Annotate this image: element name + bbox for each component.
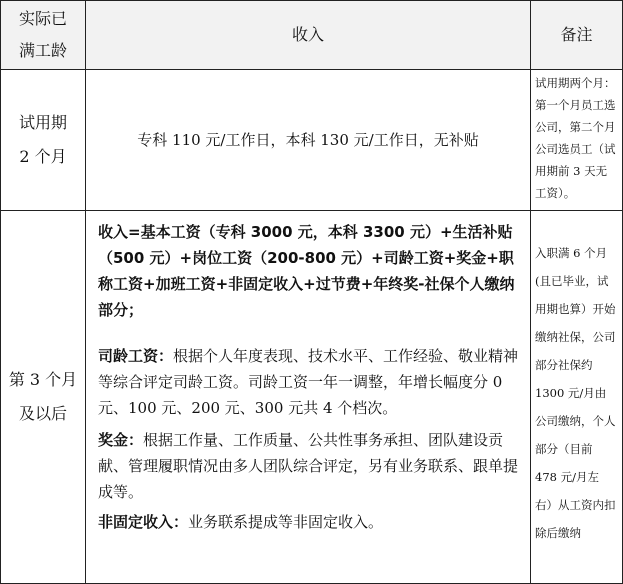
nonfixed-label: 非固定收入： xyxy=(98,513,189,531)
probation-note: 试用期两个月：第一个月员工选公司，第二个月公司选员工（试用期前 3 天无工资）。 xyxy=(535,76,616,200)
header-note-cell xyxy=(530,0,623,70)
nonfixed-paragraph xyxy=(98,509,522,535)
probation-period-cell xyxy=(0,69,86,211)
header-tenure-line2: 满工龄 xyxy=(18,41,67,60)
probation-note-cell xyxy=(530,69,623,211)
header-tenure-line1: 实际已 xyxy=(18,9,67,28)
regular-period-line1: 第 3 个月 xyxy=(8,370,78,389)
header-note: 备注 xyxy=(560,25,593,44)
regular-period-cell xyxy=(0,210,86,584)
regular-note-cell xyxy=(530,210,623,584)
probation-income: 专科 110 元/工作日，本科 130 元/工作日，无补贴 xyxy=(137,131,479,149)
seniority-label: 司龄工资： xyxy=(98,347,174,365)
regular-income-cell xyxy=(85,210,531,584)
header-income-cell xyxy=(85,0,531,70)
header-tenure-cell xyxy=(0,0,86,70)
seniority-paragraph xyxy=(98,343,522,421)
seniority-text: 根据个人年度表现、技术水平、工作经验、敬业精神等综合评定司龄工资。司龄工资一年一调整，年增长幅度分 0 元、100 元、200 元、300 元共 4 个档次。 xyxy=(98,347,519,417)
probation-period-line2: 2 个月 xyxy=(19,147,67,166)
bonus-text: 根据工作量、工作质量、公共性事务承担、团队建设贡献、管理履职情况由多人团队综合评定，另有业务联系、跟单提成等。 xyxy=(98,431,519,501)
nonfixed-text: 业务联系提成等非固定收入。 xyxy=(188,513,384,531)
probation-period-line1: 试用期 xyxy=(18,113,67,132)
bonus-label: 奖金： xyxy=(98,431,144,449)
regular-period-line2: 及以后 xyxy=(18,404,67,423)
header-income: 收入 xyxy=(291,25,324,44)
probation-income-cell xyxy=(85,69,531,211)
income-formula: 收入=基本工资（专科 3000 元，本科 3300 元）+生活补贴（500 元）+岗位工资（200-800 元）+司龄工资+奖金+职称工资+加班工资+非固定收入+过节费+年终奖-社保个人缴纳部分； xyxy=(98,223,515,319)
bonus-paragraph xyxy=(98,427,522,505)
regular-note: 入职满 6 个月(且已毕业，试用期也算）开始缴纳社保，公司部分社保约 1300 元/月由公司缴纳，个人部分（目前 478 元/月左右）从工资内扣除后缴纳 xyxy=(535,246,616,540)
